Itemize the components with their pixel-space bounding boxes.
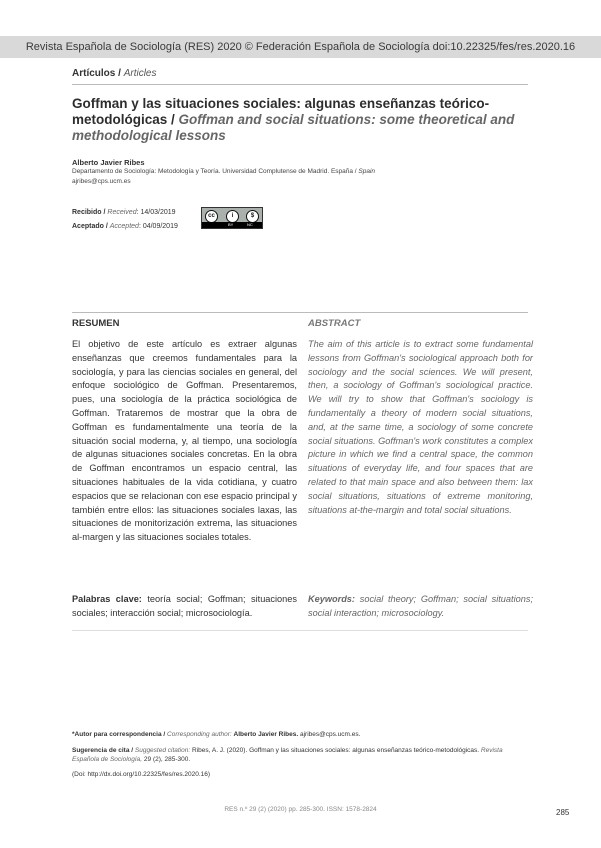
- title-es: Goffman y las situaciones sociales: algunas enseñanzas teórico-metodológicas /: [72, 96, 490, 127]
- affiliation-es: Departamento de Sociología: Metodología y Teoría. Universidad Complutense de Madrid. España /: [72, 168, 357, 175]
- affiliation-en: Spain: [358, 168, 376, 175]
- corr-label: *Autor para correspondencia /: [72, 731, 166, 738]
- corresponding-author-note: [72, 730, 528, 739]
- by-label: BY: [228, 222, 234, 227]
- author-affiliation: [72, 168, 532, 175]
- citation-note: [72, 746, 528, 764]
- author-name: Alberto Javier Ribes: [72, 158, 145, 167]
- cite-label-en: Suggested citation:: [134, 747, 191, 754]
- resumen-heading: RESUMEN: [72, 318, 120, 329]
- doi-link[interactable]: (Doi: http://dx.doi.org/10.22325/fes/res.2020.16): [72, 771, 211, 778]
- keywords: [308, 593, 533, 621]
- cite-tail: 29 (2), 285-300.: [143, 756, 191, 763]
- abstract-heading: ABSTRACT: [308, 318, 361, 329]
- abstract-divider: [72, 312, 528, 313]
- cc-icon: cc: [205, 210, 218, 223]
- nc-label: NC: [247, 222, 253, 227]
- keywords-label: Keywords:: [308, 594, 355, 604]
- received-value: : 14/03/2019: [136, 209, 176, 216]
- accepted-label-en: Accepted: [109, 223, 139, 230]
- article-title: [72, 96, 542, 144]
- resumen-body: El objetivo de este artículo es extraer algunas enseñanzas que creemos fundamentales para la sociología, y para las ciencias sociales en general, del enfoque sociológico de Goffman. Presentaremos, pues, una sociología de la práctica sociológica de Goffman. Trataremos de mostrar que la obra de Goffman es fundamentalmente una teoría de la situación social moderna, y, al tiempo, una sociología de algunas situaciones sociales concretas. En la obra de Goffman encontramos un espacio central, las situaciones habituales de la vida cotidiana, y cuatro espacios que se relacionan con ese espacio principal y también entre ellos: las situaciones sociales laxas, las situaciones de monitorización extrema, las situaciones al-margen y las situaciones sociales totales.: [72, 339, 297, 543]
- section-label: [72, 68, 156, 79]
- received-label: Recibido /: [72, 209, 106, 216]
- cc-label-bar: [202, 222, 262, 228]
- corr-label-en: Corresponding author:: [167, 731, 232, 738]
- author-email[interactable]: ajribes@cps.ucm.es: [72, 178, 131, 185]
- footnote-divider: [72, 630, 528, 631]
- section-label-en: Articles: [123, 68, 157, 79]
- received-label-en: Received: [107, 209, 137, 216]
- noncommercial-icon: $: [246, 210, 259, 223]
- corr-email[interactable]: ajribes@cps.ucm.es.: [300, 731, 361, 738]
- section-label-es: Artículos /: [72, 68, 121, 79]
- attribution-icon: i: [226, 210, 239, 223]
- accepted-label: Aceptado /: [72, 223, 108, 230]
- running-head: Revista Española de Sociología (RES) 2020 © Federación Española de Sociología doi:10.22325/fes/res.2020.16: [0, 36, 601, 58]
- creative-commons-badge[interactable]: [201, 207, 263, 229]
- palabras-label: Palabras clave:: [72, 594, 142, 604]
- palabras-clave: [72, 593, 297, 621]
- footer-issn: RES n.º 29 (2) (2020) pp. 285-300. ISSN: 1578-2824: [224, 806, 377, 813]
- abstract-body: The aim of this article is to extract some fundamental lessons from Goffman's sociological approach both for sociology and the social sciences. We will present, then, a sociology of Goffman's sociological practice. We will try to show that Goffman's sociology is fundamentally a theory of modern social situations, and, at the same time, a sociology of some concrete social situations. Goffman's work constitutes a complex picture in which we find a central space, the common situations of everyday life, and four spaces that are related to that main space and also between them: lax social situations, situations of extreme monitoring, situations at-the-margin and total social situations.: [308, 339, 533, 515]
- keywords-text: social theory; Goffman; social situations; social interaction; microsociology.: [308, 594, 533, 618]
- received-date: [72, 209, 176, 216]
- palabras-text: teoría social; Goffman; situaciones sociales; interacción social; microsociología.: [72, 594, 297, 618]
- page-number: 285: [556, 808, 570, 817]
- title-en: Goffman and social situations: some theoretical and methodological lessons: [72, 112, 515, 143]
- cite-text: Ribes, A. J. (2020). Goffman y las situaciones sociales: algunas enseñanzas teórico-metodológicas.: [191, 747, 480, 754]
- cite-journal: Revista Española de Sociología,: [72, 747, 503, 763]
- section-divider: [72, 84, 528, 85]
- cite-label: Sugerencia de cita /: [72, 747, 134, 754]
- accepted-date: [72, 223, 178, 230]
- accepted-value: : 04/09/2019: [138, 223, 178, 230]
- corr-name: Alberto Javier Ribes.: [233, 731, 299, 738]
